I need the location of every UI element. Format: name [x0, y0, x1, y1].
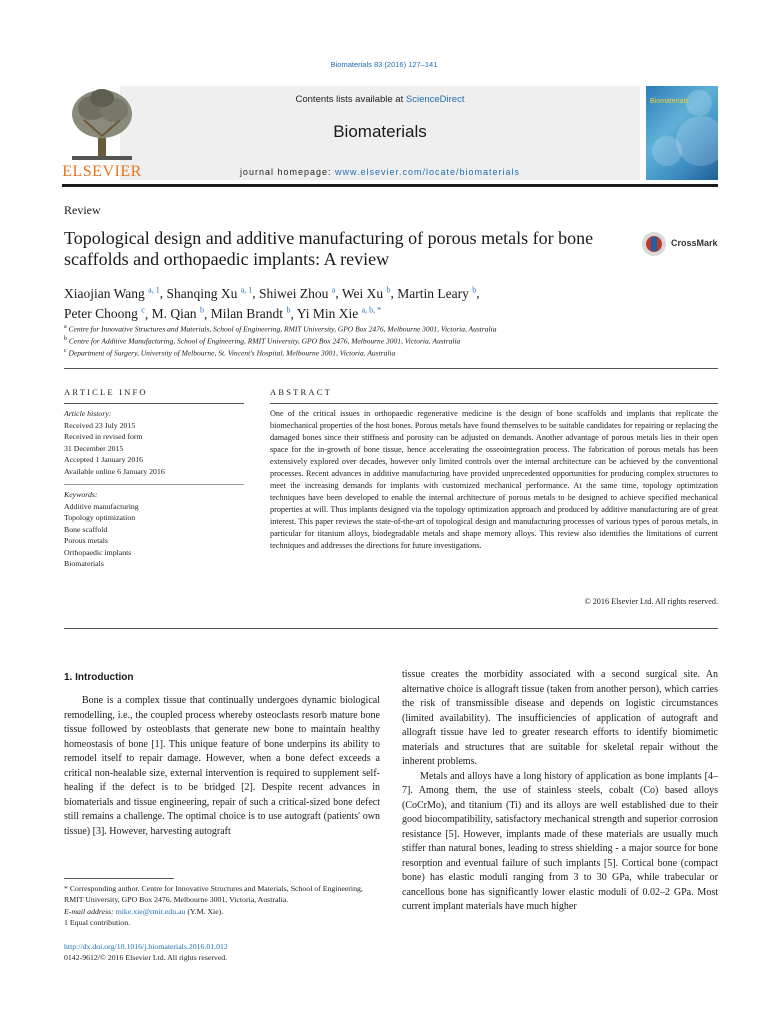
section-divider	[64, 368, 718, 369]
article-info-rule	[64, 403, 244, 404]
intro-paragraph: Bone is a complex tissue that continually undergoes dynamic biological remodelling, i.e., the coupled process whereby osteoclasts resorb mature bone tissue followed by osteoblasts that generate new bone to maintain healthy homeostasis of bone [1]. This unique feature of bone underpins its ability to remodel itself to repair damage. However, when a bone defect exceeds a critical non-healable size, external intervention is required to supplement self-healing if the defect is to be bridged [2]. Despite recent advances in biomaterials and tissue engineering, repair of such a critical-sized bone defect still remains a challenge. The optimal choice is to use autograft (patients' own tissue) [3]. However, harvesting autograft	[64, 695, 380, 837]
email-note: E-mail address: mike.xie@rmit.edu.au (Y.M. Xie).	[64, 907, 224, 916]
keywords-rule	[64, 484, 244, 485]
keyword: Orthopaedic implants	[64, 547, 132, 557]
author-list: Xiaojian Wang $^{a, 1}$, Shanqing Xu $^{a, 1}$, Shiwei Zhou $^a$, Wei Xu $^b$, Martin Leary $^b$, Peter Choong $^c$, M. Qian $^b$, Milan Brandt $^b$, Yi Min Xie $^{a, b, *}$	[64, 285, 480, 321]
keyword: Biomaterials	[64, 559, 104, 568]
abstract-copyright: © 2016 Elsevier Ltd. All rights reserved.	[584, 597, 718, 606]
abstract-text: One of the critical issues in orthopaedic regenerative medicine is the design of bone scaffolds and implants that replicate the biomechanical properties of the host bones. Porous metals have found themselves to be suitable candidates for repairing or replacing the damaged bones since their stiffness and porosity can be adjusted on demands. Another advantage of porous metals lies in their open space for the in-growth of bone tissue, hence accelerating the osseointegration process. The fabrication of porous metals has been extensively explored over decades, however only limited controls over the internal architecture can be achieved by the conventional processes. Recent advances in additive manufacturing have provided unprecedented opportunities for producing complex structures to meet the increasing demands for implants with customized mechanical performance. At the same time, topology optimization techniques have been developed to enable the internal architecture of porous metals to be designed to achieve specified mechanical properties at will. Thus implants designed via the topology optimization approach and produced by additive manufacturing are of great interest. This paper reviews the state-of-the-art of topological design and manufacturing processes of various types of porous metals, in particular for titanium alloys, biodegradable metals and shape memory alloys. This review also identifies the limitations of current techniques and addresses the directions for future investigations.	[270, 409, 718, 550]
crossmark-badge[interactable]	[641, 231, 721, 257]
elsevier-wordmark: ELSEVIER	[62, 163, 142, 180]
affiliation: $^b$ Centre for Additive Manufacturing, School of Engineering, RMIT University, GPO Box 2476, Melbourne 3001, Victoria, Australia	[64, 336, 461, 346]
sciencedirect-link[interactable]: ScienceDirect	[405, 94, 465, 105]
keyword: Bone scaffold	[64, 524, 108, 534]
crossmark-icon	[641, 231, 667, 257]
abstract-rule	[270, 403, 718, 404]
section-heading-introduction: 1. Introduction	[64, 672, 134, 683]
history-label: Article history:	[64, 409, 112, 418]
author[interactable]: Yi Min Xie $^{a, b, *}$	[296, 305, 382, 321]
intro-paragraph: tissue creates the morbidity associated with a second surgical site. An alternative choice is allograft tissue (taken from another person), which carries the risk of transmissible disease and depends on logistic circumstances (limited availability). The insufficiencies of application of autograft and allograft tissue have led to greater research efforts to identify biomimetic materials and structures that are suitable for skeletal repair without the inherent problems.	[402, 669, 718, 767]
history-item: Received in revised form	[64, 432, 143, 441]
intro-paragraph: Metals and alloys have a long history of application as bone implants [4–7]. Among them, the use of stainless steels, cobalt (Co) based alloys (CoCrMo), and titanium (Ti) and its alloys are well established due to their good biocompatibility, satisfactory mechanical strength and superior corrosion resistance [5]. However, implants made of these materials are usually much stiffer than natural bones, leading to stress shielding - a major source for bone resorption and eventual failure of such implants [5]. Cortical bone (compact bone) has elastic moduli ranging from 3 to 30 GPa, while trabecular or cancellous bone has significantly lower elastic moduli of 0.02–2 GPa. Most current implant materials have much higher	[402, 770, 718, 912]
article-info-heading: ARTICLE INFO	[64, 387, 148, 397]
contents-prefix: Contents lists available at	[295, 94, 406, 105]
keyword: Additive manufacturing	[64, 501, 139, 511]
author[interactable]: Peter Choong $^c$	[64, 305, 145, 321]
author[interactable]: Shanqing Xu $^{a, 1}$	[166, 285, 253, 301]
footnote-rule	[64, 878, 174, 879]
issn-line: 0142-9612/© 2016 Elsevier Ltd. All rights reserved.	[64, 953, 228, 962]
history-item: Accepted 1 January 2016	[64, 455, 144, 464]
cover-title: Biomaterials	[650, 98, 689, 105]
affiliation: $^a$ Centre for Innovative Structures and Materials, School of Engineering, RMIT University, GPO Box 2476, Melbourne 3001, Victoria, Australia	[64, 324, 497, 334]
contents-line	[120, 94, 640, 105]
equal-contribution-note: 1 Equal contribution.	[64, 918, 131, 927]
journal-title: Biomaterials	[333, 122, 427, 141]
corresponding-author-note: * Corresponding author. Centre for Innovative Structures and Materials, School of Engineering, RMIT University, GPO Box 2476, Melbourne 3001, Victoria, Australia.	[64, 884, 363, 904]
abstract-heading: ABSTRACT	[270, 387, 332, 397]
header-rule	[62, 184, 718, 187]
doi-link[interactable]: http://dx.doi.org/10.1016/j.biomaterials.2016.01.012	[64, 942, 228, 951]
keywords	[64, 489, 244, 570]
history-item: 31 December 2015	[64, 443, 124, 453]
history-item: Received 23 July 2015	[64, 420, 136, 430]
journal-homepage-line	[120, 167, 640, 177]
article-history	[64, 408, 244, 477]
history-item: Available online 6 January 2016	[64, 466, 165, 476]
author[interactable]: Xiaojian Wang $^{a, 1}$	[64, 285, 160, 301]
author[interactable]: Milan Brandt $^b$	[210, 305, 291, 321]
author[interactable]: M. Qian $^b$	[151, 305, 204, 321]
article-type: Review	[64, 203, 101, 217]
intro-right-column	[402, 668, 718, 915]
keyword: Topology optimization	[64, 513, 136, 522]
homepage-prefix: journal homepage:	[239, 167, 335, 177]
article-title: Topological design and additive manufacturing of porous metals for bone scaffolds and orthopaedic implants: A review	[64, 228, 594, 269]
journal-citation[interactable]: Biomaterials 83 (2016) 127–141	[330, 60, 438, 69]
section-divider	[64, 628, 718, 629]
homepage-link[interactable]: www.elsevier.com/locate/biomaterials	[335, 167, 521, 177]
author[interactable]: Wei Xu $^b$	[341, 285, 391, 301]
keywords-label: Keywords:	[64, 490, 98, 499]
crossmark-label: CrossMark	[671, 238, 718, 248]
author[interactable]: Martin Leary $^b$	[397, 285, 477, 301]
author[interactable]: Shiwei Zhou $^a$	[259, 285, 336, 301]
journal-cover-image	[646, 86, 718, 180]
email-link[interactable]: mike.xie@rmit.edu.au	[115, 907, 186, 916]
keyword: Porous metals	[64, 536, 108, 545]
affiliation: $^c$ Department of Surgery, University of Melbourne, St. Vincent's Hospital, Melbourne 3001, Victoria, Australia	[64, 348, 396, 358]
